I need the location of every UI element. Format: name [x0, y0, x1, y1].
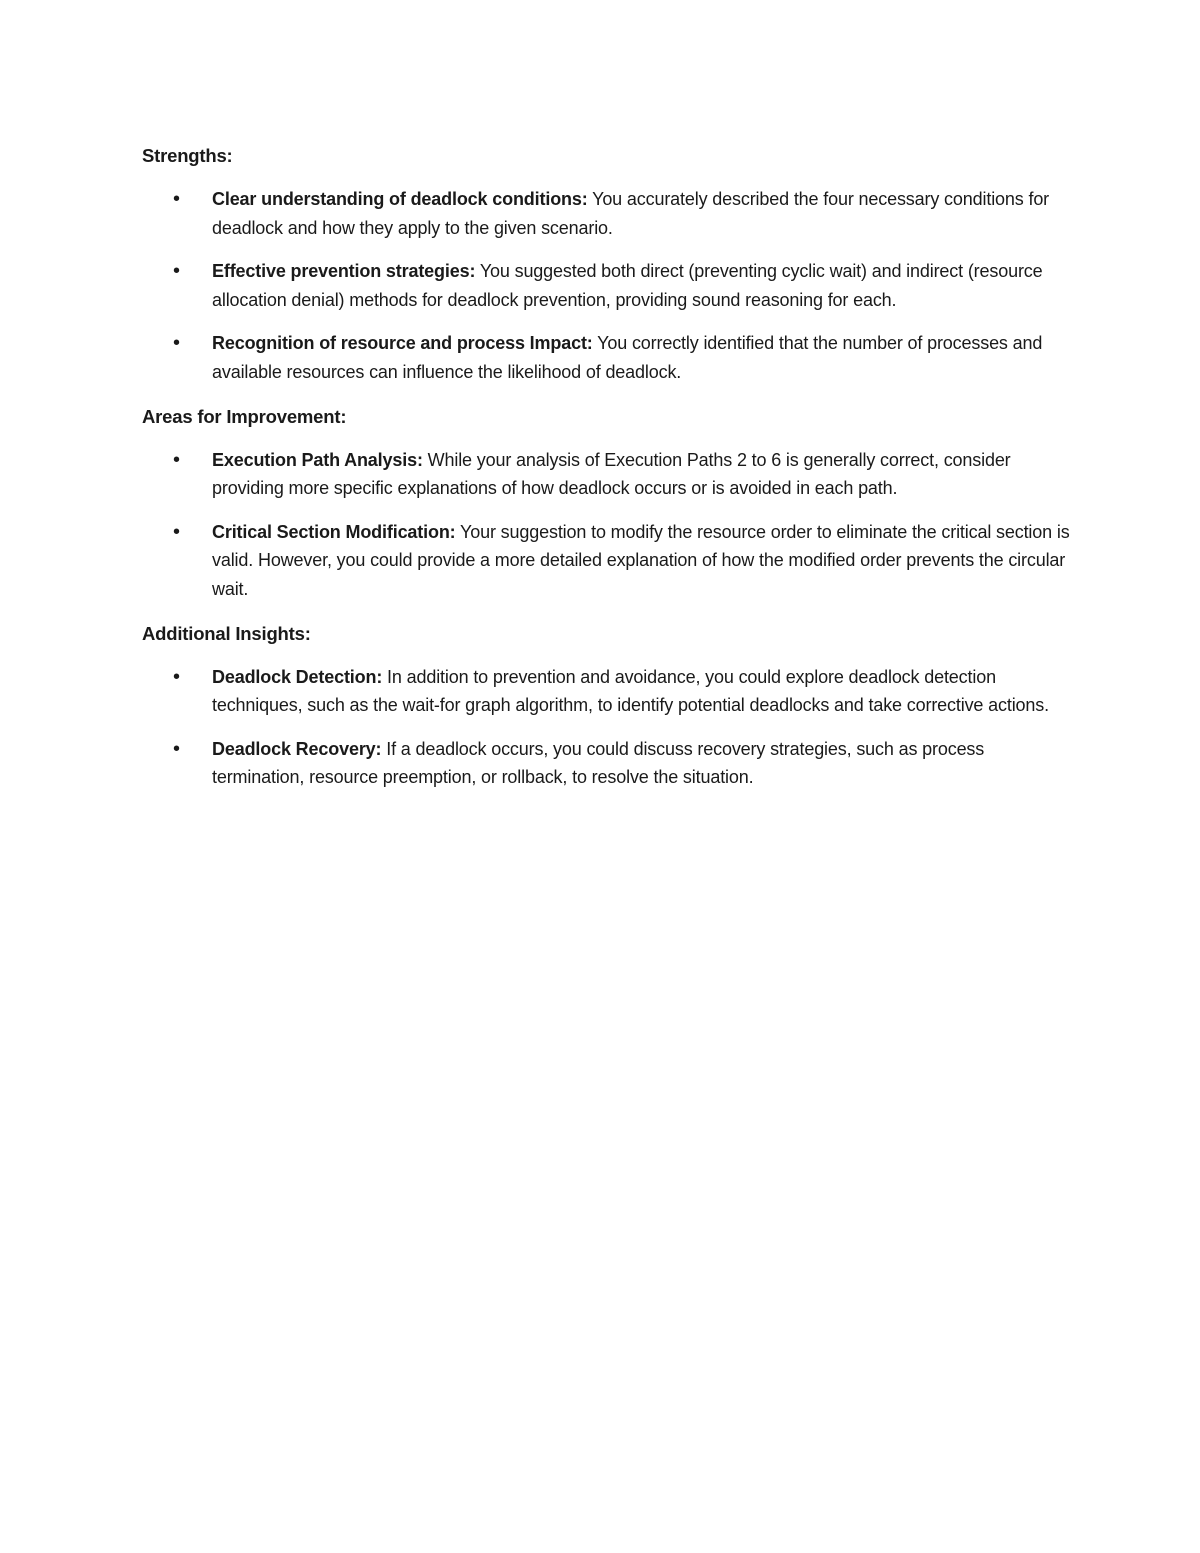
item-term: Clear understanding of deadlock conditions: [212, 189, 588, 209]
bullet-icon: • [173, 260, 180, 283]
item-term: Recognition of resource and process Impact: [212, 333, 593, 354]
list-item [142, 257, 1072, 314]
bullet-icon: • [173, 665, 180, 688]
item-term: Deadlock Recovery: [212, 738, 382, 759]
bullet-list [142, 663, 1072, 792]
item-text: Your suggestion to modify the resource order to eliminate the critical section is valid. However, you could provide a more detailed explanation of how the modified order prevents the circular wait. [212, 521, 1070, 599]
item-term: Execution Path Analysis: [212, 449, 423, 470]
item-text: You accurately described the four necessary conditions for deadlock and how they apply to the given scenario. [212, 189, 1050, 238]
item-text: You correctly identified that the number of processes and available resources can influence the likelihood of deadlock. [212, 333, 1043, 382]
section-areas-for-improvement [142, 402, 1072, 604]
item-term: Deadlock Detection: [212, 666, 383, 687]
list-item [142, 446, 1072, 503]
item-term: Effective prevention strategies: [212, 261, 476, 282]
list-item [142, 663, 1072, 720]
item-text: In addition to prevention and avoidance, you could explore deadlock detection techniques, such as the wait-for graph algorithm, to identify potential deadlocks and take corrective actions. [212, 666, 1049, 716]
document-content [142, 141, 1072, 807]
bullet-list [142, 446, 1072, 604]
section-heading: Strengths: [142, 145, 233, 166]
list-item [142, 329, 1072, 386]
bullet-icon: • [173, 448, 180, 471]
item-text: If a deadlock occurs, you could discuss recovery strategies, such as process termination, resource preemption, or rollback, to resolve the situation. [212, 738, 985, 788]
bullet-icon: • [173, 332, 180, 355]
list-item [142, 185, 1072, 242]
section-heading: Additional Insights: [142, 622, 311, 644]
item-text: While your analysis of Execution Paths 2 to 6 is generally correct, consider providing more specific explanations of how deadlock occurs or is avoided in each path. [212, 449, 1011, 499]
section-additional-insights [142, 619, 1072, 792]
section-strengths [142, 141, 1072, 387]
item-text: You suggested both direct (preventing cyclic wait) and indirect (resource allocation denial) methods for deadlock prevention, providing sound reasoning for each. [212, 261, 1043, 310]
bullet-icon: • [173, 188, 180, 210]
item-term: Critical Section Modification: [212, 521, 456, 542]
bullet-icon: • [173, 737, 180, 760]
list-item [142, 518, 1072, 604]
bullet-icon: • [173, 520, 180, 543]
list-item [142, 735, 1072, 792]
bullet-list [142, 185, 1072, 387]
section-heading: Areas for Improvement: [142, 405, 347, 427]
